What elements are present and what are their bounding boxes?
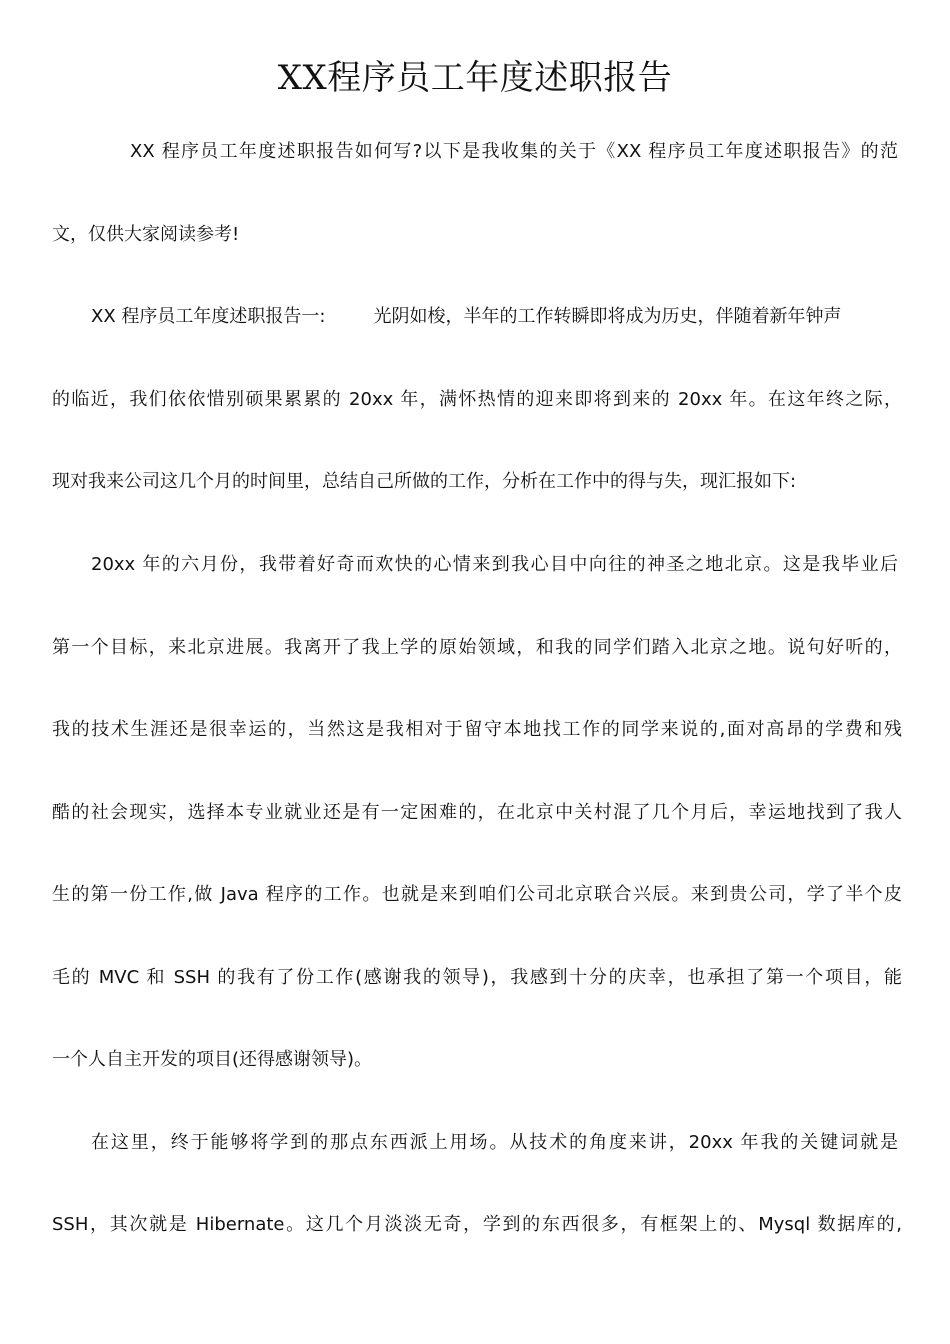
para2-line-2: 第一个目标，来北京进展。我离开了我上学的原始领域，和我的同学们踏入北京之地。说句好听的， [52, 637, 902, 658]
para2-line-3: 我的技术生涯还是很幸运的，当然这是我相对于留守本地找工作的同学来说的,面对高昂的学费和残 [52, 719, 902, 740]
intro-line-2: 文，仅供大家阅读参考! [52, 224, 240, 245]
section1-heading: XX 程序员工年度述职报告一: [91, 306, 326, 327]
document-title: XX程序员工年度述职报告 [277, 58, 673, 98]
para2-line-1: 20xx 年的六月份，我带着好奇而欢快的心情来到我心目中向往的神圣之地北京。这是我毕业后 [91, 554, 898, 575]
para2-line-6: 毛的 MVC 和 SSH 的我有了份工作(感谢我的领导)，我感到十分的庆幸，也承担了第一个项目，能 [52, 967, 902, 988]
section1-line1-text: 光阴如梭，半年的工作转瞬即将成为历史，伴随着新年钟声 [373, 306, 842, 327]
section1-line-3: 现对我来公司这几个月的时间里，总结自己所做的工作，分析在工作中的得与失，现汇报如下: [52, 471, 797, 492]
para3-line-1: 在这里，终于能够将学到的那点东西派上用场。从技术的角度来讲，20xx 年我的关键词就是 [91, 1132, 898, 1153]
para3-line-2: SSH，其次就是 Hibernate。这几个月淡淡无奇，学到的东西很多，有框架上的、Mysql 数据库的, [52, 1214, 902, 1235]
para2-line-7: 一个人自主开发的项目(还得感谢领导)。 [52, 1049, 373, 1070]
section1-line-1 [91, 303, 898, 331]
intro-line-1: XX 程序员工年度述职报告如何写?以下是我收集的关于《XX 程序员工年度述职报告》的范 [130, 141, 898, 162]
para2-line-5: 生的第一份工作,做 Java 程序的工作。也就是来到咱们公司北京联合兴辰。来到贵公司，学了半个皮 [52, 884, 902, 905]
section1-line-2: 的临近，我们依依惜别硕果累累的 20xx 年，满怀热情的迎来即将到来的 20xx 年。在这年终之际， [52, 389, 902, 410]
para2-line-4: 酷的社会现实，选择本专业就业还是有一定困难的，在北京中关村混了几个月后，幸运地找到了我人 [52, 802, 902, 823]
